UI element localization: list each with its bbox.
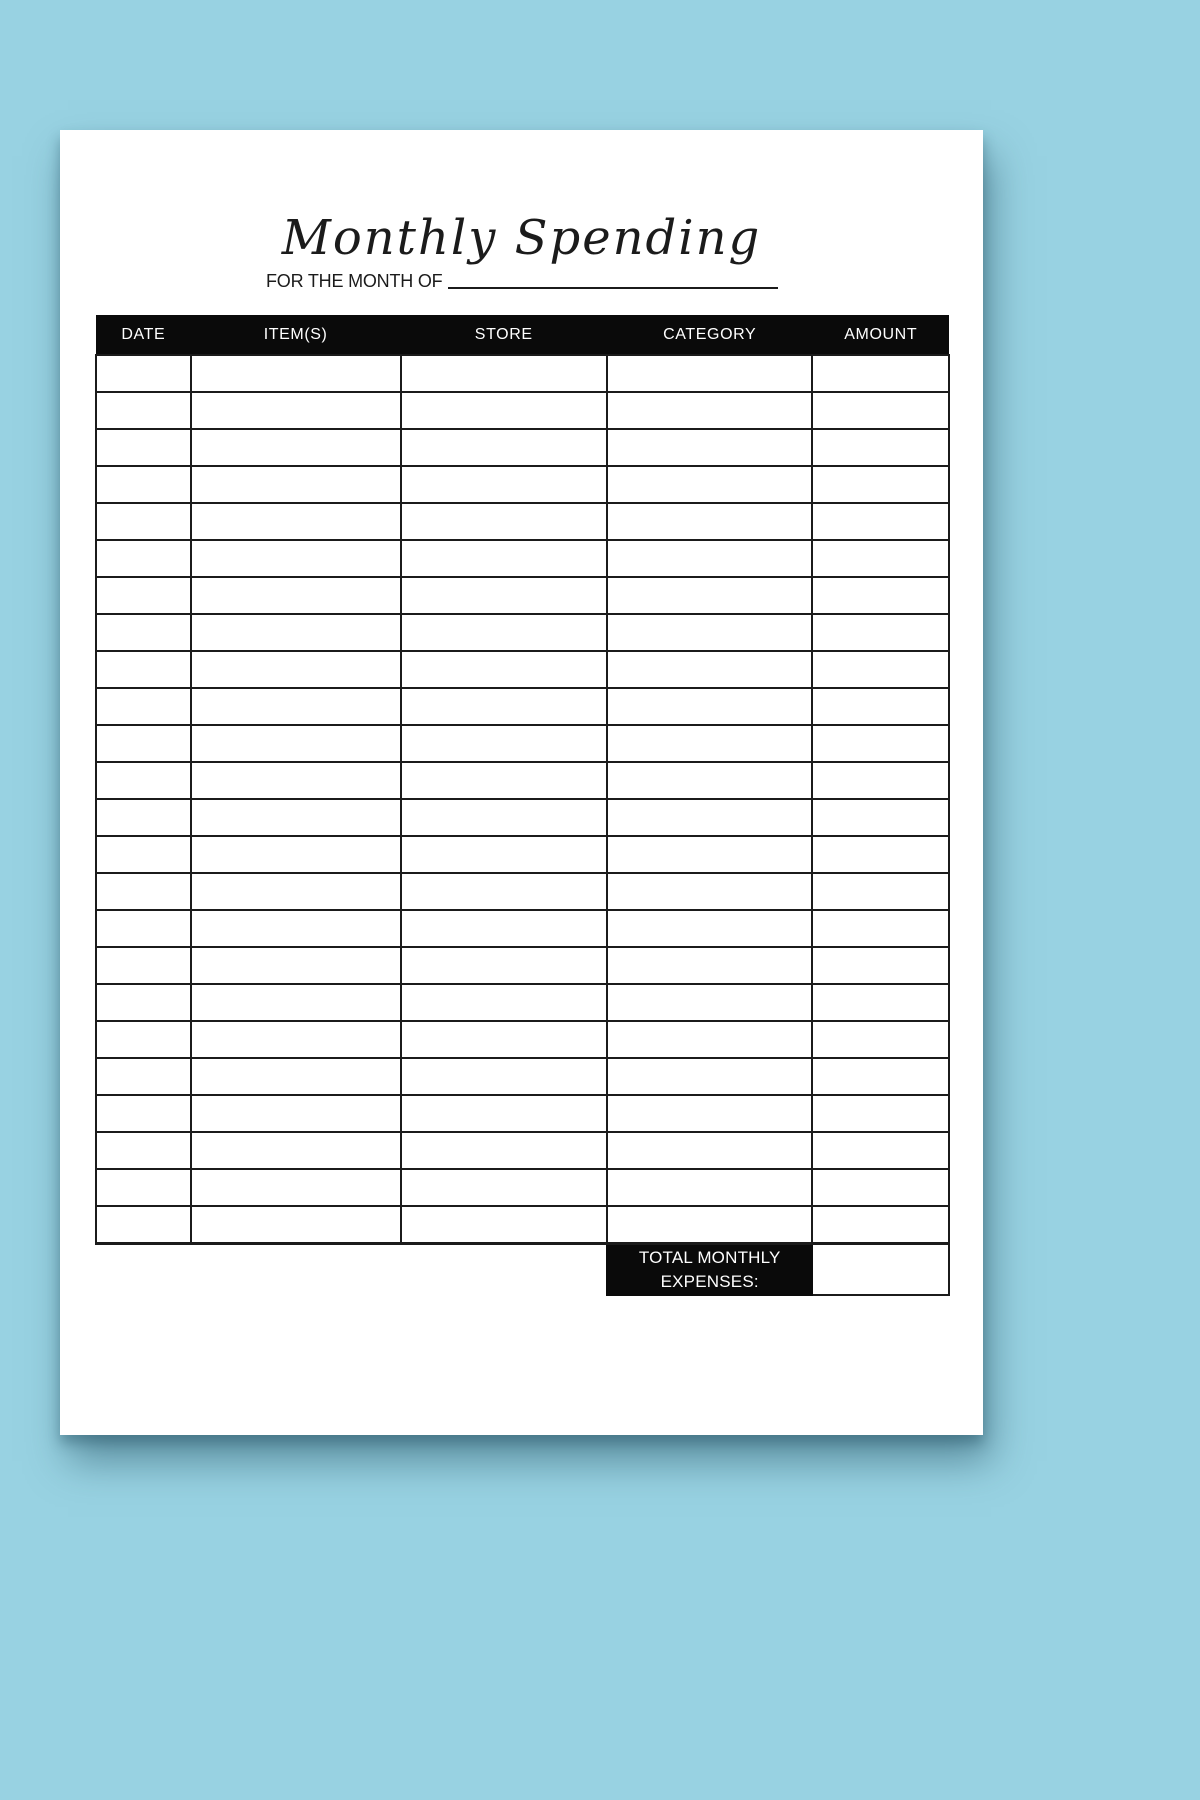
entry-row	[96, 984, 949, 1021]
entry-cell-store	[401, 1206, 607, 1244]
entry-cell-items	[191, 429, 401, 466]
column-header-date: DATE	[96, 315, 191, 355]
entry-cell-items	[191, 1206, 401, 1244]
entry-cell-items	[191, 873, 401, 910]
entry-cell-items	[191, 1132, 401, 1169]
entry-row	[96, 614, 949, 651]
entry-cell-category	[607, 688, 813, 725]
entry-cell-items	[191, 725, 401, 762]
entry-cell-amount	[812, 836, 949, 873]
entry-cell-amount	[812, 1095, 949, 1132]
entry-cell-store	[401, 614, 607, 651]
entry-cell-store	[401, 429, 607, 466]
entry-row	[96, 1169, 949, 1206]
column-header-store: STORE	[401, 315, 607, 355]
month-label: FOR THE MONTH OF	[266, 271, 443, 291]
entry-cell-store	[401, 799, 607, 836]
entry-cell-store	[401, 947, 607, 984]
entry-row	[96, 836, 949, 873]
entry-cell-date	[96, 466, 191, 503]
entry-cell-amount	[812, 1169, 949, 1206]
entry-cell-amount	[812, 1058, 949, 1095]
entry-row	[96, 910, 949, 947]
entry-cell-items	[191, 1058, 401, 1095]
total-expenses-value	[812, 1244, 949, 1296]
entry-row	[96, 762, 949, 799]
entry-cell-amount	[812, 429, 949, 466]
entry-cell-date	[96, 577, 191, 614]
entry-row	[96, 392, 949, 429]
entry-cell-items	[191, 910, 401, 947]
entry-row	[96, 577, 949, 614]
entry-cell-items	[191, 577, 401, 614]
entry-cell-category	[607, 1169, 813, 1206]
entry-cell-items	[191, 540, 401, 577]
entry-cell-amount	[812, 355, 949, 392]
entry-cell-category	[607, 614, 813, 651]
entry-cell-amount	[812, 688, 949, 725]
entry-cell-category	[607, 1095, 813, 1132]
entry-cell-date	[96, 1206, 191, 1244]
entry-cell-date	[96, 355, 191, 392]
entry-cell-category	[607, 1058, 813, 1095]
entry-cell-items	[191, 762, 401, 799]
entry-cell-items	[191, 1095, 401, 1132]
entry-cell-category	[607, 762, 813, 799]
entry-cell-category	[607, 466, 813, 503]
entry-row	[96, 1021, 949, 1058]
entry-cell-items	[191, 503, 401, 540]
entry-cell-category	[607, 1132, 813, 1169]
entry-cell-amount	[812, 762, 949, 799]
entry-row	[96, 1095, 949, 1132]
entry-cell-amount	[812, 392, 949, 429]
entry-cell-amount	[812, 614, 949, 651]
footer-spacer	[96, 1244, 607, 1296]
month-fill-line	[448, 287, 778, 289]
entry-cell-store	[401, 688, 607, 725]
entry-cell-date	[96, 392, 191, 429]
entry-cell-store	[401, 466, 607, 503]
entry-cell-items	[191, 651, 401, 688]
entry-cell-store	[401, 577, 607, 614]
entry-cell-store	[401, 1095, 607, 1132]
entry-row	[96, 466, 949, 503]
entry-cell-category	[607, 910, 813, 947]
entry-cell-date	[96, 1095, 191, 1132]
entry-row	[96, 1058, 949, 1095]
entry-cell-category	[607, 540, 813, 577]
entry-cell-store	[401, 503, 607, 540]
entry-cell-date	[96, 725, 191, 762]
entry-cell-date	[96, 1169, 191, 1206]
entry-cell-items	[191, 984, 401, 1021]
entry-cell-store	[401, 725, 607, 762]
entry-row	[96, 503, 949, 540]
entry-cell-date	[96, 984, 191, 1021]
entry-cell-store	[401, 355, 607, 392]
entry-cell-category	[607, 355, 813, 392]
entry-cell-items	[191, 392, 401, 429]
spending-table	[95, 315, 950, 1296]
entry-cell-items	[191, 466, 401, 503]
entry-cell-category	[607, 947, 813, 984]
entry-cell-items	[191, 1021, 401, 1058]
entry-cell-date	[96, 651, 191, 688]
entry-cell-store	[401, 1132, 607, 1169]
total-row	[96, 1244, 949, 1296]
entry-cell-store	[401, 873, 607, 910]
entry-row	[96, 651, 949, 688]
page-title: Monthly Spending	[281, 210, 762, 266]
column-header-category: CATEGORY	[607, 315, 813, 355]
entry-cell-category	[607, 725, 813, 762]
total-label-line2: EXPENSES:	[660, 1271, 759, 1291]
entry-cell-date	[96, 1021, 191, 1058]
entry-cell-category	[607, 799, 813, 836]
entry-cell-items	[191, 836, 401, 873]
entry-cell-date	[96, 947, 191, 984]
entry-row	[96, 947, 949, 984]
column-header-items: ITEM(S)	[191, 315, 401, 355]
entry-cell-amount	[812, 1206, 949, 1244]
entry-cell-category	[607, 651, 813, 688]
entry-cell-store	[401, 1058, 607, 1095]
entry-cell-store	[401, 1169, 607, 1206]
entry-cell-date	[96, 540, 191, 577]
entry-cell-store	[401, 540, 607, 577]
entry-cell-amount	[812, 540, 949, 577]
entry-row	[96, 725, 949, 762]
entry-cell-store	[401, 392, 607, 429]
entry-cell-date	[96, 799, 191, 836]
entry-cell-date	[96, 910, 191, 947]
entry-row	[96, 799, 949, 836]
entry-cell-items	[191, 799, 401, 836]
entry-cell-category	[607, 836, 813, 873]
month-row	[266, 268, 778, 292]
entry-cell-category	[607, 429, 813, 466]
entry-cell-amount	[812, 984, 949, 1021]
total-label-line1: TOTAL MONTHLY	[638, 1247, 781, 1267]
entry-row	[96, 873, 949, 910]
entry-cell-category	[607, 503, 813, 540]
entry-row	[96, 429, 949, 466]
entry-cell-items	[191, 355, 401, 392]
column-header-amount: AMOUNT	[812, 315, 949, 355]
entry-cell-items	[191, 688, 401, 725]
entry-cell-amount	[812, 577, 949, 614]
entry-cell-amount	[812, 466, 949, 503]
entry-cell-category	[607, 873, 813, 910]
entry-cell-amount	[812, 873, 949, 910]
entry-cell-category	[607, 577, 813, 614]
entry-cell-store	[401, 651, 607, 688]
entry-cell-date	[96, 836, 191, 873]
total-expenses-label	[607, 1244, 813, 1296]
entry-cell-items	[191, 947, 401, 984]
entry-cell-date	[96, 688, 191, 725]
entry-cell-items	[191, 614, 401, 651]
entry-cell-amount	[812, 503, 949, 540]
table-body	[96, 355, 949, 1244]
table-header-row	[96, 315, 949, 355]
entry-cell-date	[96, 429, 191, 466]
entry-cell-category	[607, 1021, 813, 1058]
entry-cell-store	[401, 910, 607, 947]
entry-cell-date	[96, 1058, 191, 1095]
entry-row	[96, 540, 949, 577]
entry-cell-amount	[812, 1021, 949, 1058]
entry-cell-store	[401, 1021, 607, 1058]
entry-cell-date	[96, 762, 191, 799]
entry-cell-amount	[812, 651, 949, 688]
entry-row	[96, 1206, 949, 1244]
entry-cell-store	[401, 762, 607, 799]
entry-row	[96, 688, 949, 725]
entry-row	[96, 355, 949, 392]
entry-cell-amount	[812, 799, 949, 836]
paper-sheet	[60, 130, 983, 1435]
entry-cell-date	[96, 873, 191, 910]
entry-cell-category	[607, 984, 813, 1021]
entry-cell-date	[96, 1132, 191, 1169]
entry-cell-category	[607, 1206, 813, 1244]
entry-cell-store	[401, 836, 607, 873]
entry-cell-amount	[812, 1132, 949, 1169]
entry-cell-date	[96, 614, 191, 651]
entry-row	[96, 1132, 949, 1169]
entry-cell-amount	[812, 947, 949, 984]
entry-cell-category	[607, 392, 813, 429]
entry-cell-amount	[812, 725, 949, 762]
entry-cell-amount	[812, 910, 949, 947]
entry-cell-store	[401, 984, 607, 1021]
entry-cell-items	[191, 1169, 401, 1206]
entry-cell-date	[96, 503, 191, 540]
